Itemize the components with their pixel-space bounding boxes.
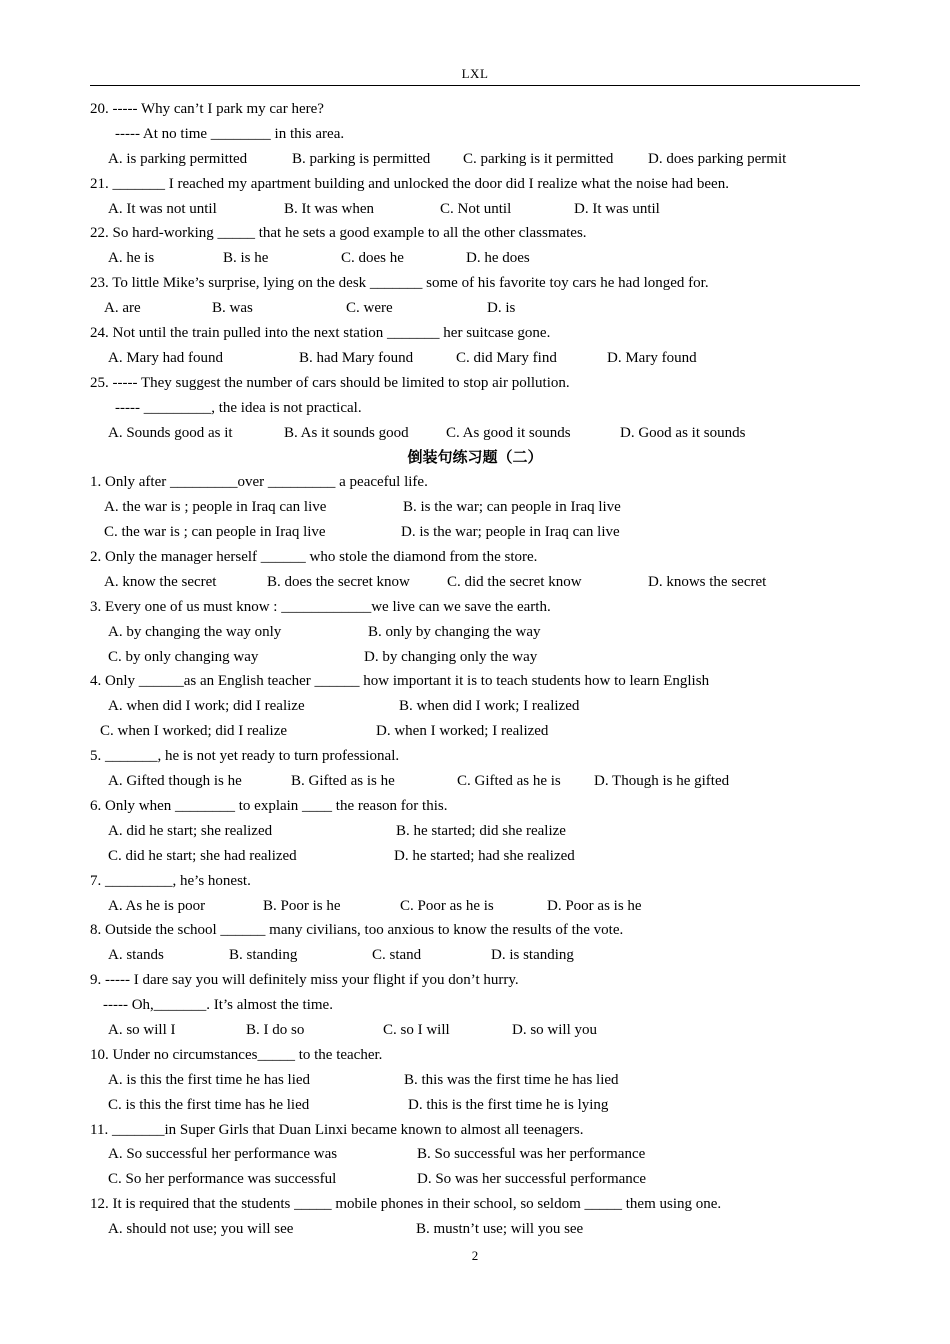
- answer-option: C. by only changing way: [108, 648, 259, 665]
- answer-option: C. parking is it permitted: [463, 150, 614, 167]
- question-text: 25. ----- They suggest the number of cars should be limited to stop air pollution.: [90, 374, 570, 391]
- answer-option: B. only by changing the way: [368, 623, 541, 640]
- answer-option: D. by changing only the way: [364, 648, 538, 665]
- answer-option: B. Gifted as is he: [291, 773, 395, 790]
- answer-options: [90, 1068, 860, 1093]
- answer-option: D. is: [487, 300, 516, 317]
- question-text: 20. ----- Why can’t I park my car here?: [90, 101, 324, 117]
- answer-options: [90, 346, 860, 371]
- page-header: LXL: [461, 66, 489, 81]
- answer-option: C. Not until: [440, 200, 512, 217]
- question-text: 22. So hard-working _____ that he sets a good example to all the other classmates.: [90, 225, 587, 242]
- question-text: 11. _______in Super Girls that Duan Linxi became known to almost all teenagers.: [90, 1121, 584, 1138]
- answer-options: [90, 520, 860, 545]
- answer-option: B. It was when: [284, 200, 374, 217]
- page-number: 2: [471, 1248, 479, 1263]
- answer-option: D. so will you: [512, 1021, 598, 1038]
- dialogue-reply: ----- Oh,_______. It’s almost the time.: [103, 997, 333, 1014]
- answer-option: B. is he: [223, 250, 269, 267]
- dialogue-reply: ----- At no time ________ in this area.: [115, 125, 345, 142]
- answer-option: A. So successful her performance was: [108, 1146, 338, 1163]
- answer-option: C. did he start; she had realized: [108, 847, 297, 864]
- answer-options: [90, 147, 860, 172]
- answer-option: B. he started; did she realize: [396, 822, 566, 839]
- header-rule: [90, 85, 860, 86]
- answer-option: D. he does: [466, 250, 530, 267]
- question-text: 2. Only the manager herself ______ who stole the diamond from the store.: [90, 549, 538, 566]
- answer-option: A. by changing the way only: [108, 623, 282, 640]
- answer-option: A. are: [104, 300, 141, 317]
- answer-option: C. is this the first time has he lied: [108, 1096, 310, 1113]
- answer-option: B. when did I work; I realized: [399, 698, 580, 715]
- answer-option: B. mustn’t use; will you see: [416, 1221, 584, 1238]
- answer-option: D. Poor as is he: [547, 897, 642, 914]
- answer-option: D. does parking permit: [648, 150, 787, 167]
- answer-options: [90, 570, 860, 595]
- answer-option: A. when did I work; did I realize: [108, 698, 305, 715]
- answer-options: [90, 246, 860, 271]
- answer-option: A. did he start; she realized: [108, 822, 273, 839]
- answer-option: B. does the secret know: [267, 573, 410, 590]
- answer-option: B. this was the first time he has lied: [404, 1071, 619, 1088]
- answer-option: D. It was until: [574, 200, 660, 217]
- answer-option: C. were: [346, 300, 393, 317]
- question-text: 7. _________, he’s honest.: [90, 872, 251, 889]
- answer-option: C. the war is ; can people in Iraq live: [104, 524, 326, 541]
- answer-option: C. when I worked; did I realize: [100, 723, 288, 740]
- answer-options: [90, 1167, 860, 1192]
- answer-option: A. is parking permitted: [108, 150, 248, 167]
- question-text: 21. _______ I reached my apartment building and unlocked the door did I realize what the noise had been.: [90, 175, 729, 192]
- answer-options: [90, 1093, 860, 1118]
- answer-option: B. parking is permitted: [292, 150, 431, 167]
- answer-option: A. stands: [108, 947, 164, 964]
- question-text: 6. Only when ________ to explain ____ the reason for this.: [90, 797, 448, 814]
- answer-option: D. is the war; people in Iraq can live: [401, 524, 620, 541]
- answer-option: A. Sounds good as it: [108, 424, 233, 441]
- answer-option: B. I do so: [246, 1021, 305, 1038]
- answer-option: B. had Mary found: [299, 349, 414, 366]
- answer-option: B. Poor is he: [263, 897, 341, 914]
- question-text: 1. Only after _________over _________ a peaceful life.: [90, 474, 428, 491]
- answer-options: [90, 894, 860, 919]
- answer-option: C. Poor as he is: [400, 897, 494, 914]
- answer-option: D. is standing: [491, 947, 574, 964]
- answer-option: C. did Mary find: [456, 349, 557, 366]
- answer-option: D. he started; had she realized: [394, 847, 575, 864]
- answer-options: [90, 819, 860, 844]
- answer-option: C. stand: [372, 947, 422, 964]
- answer-option: D. when I worked; I realized: [376, 723, 549, 740]
- answer-options: [90, 296, 860, 321]
- answer-option: B. So successful was her performance: [417, 1146, 646, 1163]
- answer-options: [90, 1018, 860, 1043]
- answer-option: C. So her performance was successful: [108, 1171, 337, 1188]
- answer-options: [90, 645, 860, 670]
- question-text: 12. It is required that the students _____ mobile phones in their school, so seldom _____ them using one.: [90, 1196, 722, 1213]
- answer-option: D. Mary found: [607, 349, 697, 366]
- question-text: 24. Not until the train pulled into the next station _______ her suitcase gone.: [90, 325, 551, 342]
- answer-option: A. so will I: [108, 1021, 176, 1038]
- answer-option: A. As he is poor: [108, 897, 206, 914]
- question-text: 5. _______, he is not yet ready to turn professional.: [90, 748, 400, 765]
- answer-option: C. Gifted as he is: [457, 773, 561, 790]
- answer-option: A. Gifted though is he: [108, 773, 242, 790]
- answer-option: A. the war is ; people in Iraq can live: [104, 499, 327, 516]
- answer-option: C. As good it sounds: [446, 424, 571, 441]
- question-text: 4. Only ______as an English teacher ______ how important it is to teach students how to learn English: [90, 673, 710, 690]
- answer-option: D. Good as it sounds: [620, 424, 746, 441]
- answer-option: A. know the secret: [104, 573, 217, 590]
- answer-option: D. this is the first time he is lying: [408, 1096, 609, 1113]
- answer-option: A. Mary had found: [108, 349, 223, 366]
- answer-option: A. he is: [108, 250, 155, 267]
- section-title: 倒装句练习题（二）: [407, 448, 543, 467]
- answer-options: [90, 197, 860, 222]
- answer-option: B. standing: [229, 947, 298, 964]
- answer-options: [90, 1217, 860, 1242]
- answer-options: [90, 1142, 860, 1167]
- answer-option: B. As it sounds good: [284, 424, 409, 441]
- answer-option: C. does he: [341, 250, 404, 267]
- answer-option: B. is the war; can people in Iraq live: [403, 499, 621, 516]
- answer-option: C. did the secret know: [447, 573, 582, 590]
- answer-option: D. Though is he gifted: [594, 773, 730, 790]
- answer-options: [90, 421, 860, 446]
- question-text: 8. Outside the school ______ many civilians, too anxious to know the results of the vote.: [90, 922, 624, 939]
- answer-option: D. knows the secret: [648, 573, 767, 590]
- dialogue-reply: ----- _________, the idea is not practical.: [115, 399, 362, 416]
- question-list: [90, 97, 860, 1242]
- answer-option: D. So was her successful performance: [417, 1171, 647, 1188]
- answer-option: A. is this the first time he has lied: [108, 1071, 311, 1088]
- answer-options: [90, 620, 860, 645]
- answer-options: [90, 943, 860, 968]
- answer-options: [90, 495, 860, 520]
- answer-options: [90, 844, 860, 869]
- answer-option: A. should not use; you will see: [108, 1221, 294, 1238]
- answer-options: [90, 769, 860, 794]
- question-text: 10. Under no circumstances_____ to the teacher.: [90, 1046, 383, 1063]
- question-text: 3. Every one of us must know : ____________we live can we save the earth.: [90, 598, 551, 615]
- answer-options: [90, 694, 860, 719]
- answer-option: B. was: [212, 300, 253, 317]
- answer-option: C. so I will: [383, 1021, 450, 1038]
- question-text: 9. ----- I dare say you will definitely miss your flight if you don’t hurry.: [90, 972, 519, 989]
- question-text: 23. To little Mike’s surprise, lying on the desk _______ some of his favorite toy cars he had longed for.: [90, 275, 709, 292]
- answer-options: [90, 719, 860, 744]
- answer-option: A. It was not until: [108, 200, 217, 217]
